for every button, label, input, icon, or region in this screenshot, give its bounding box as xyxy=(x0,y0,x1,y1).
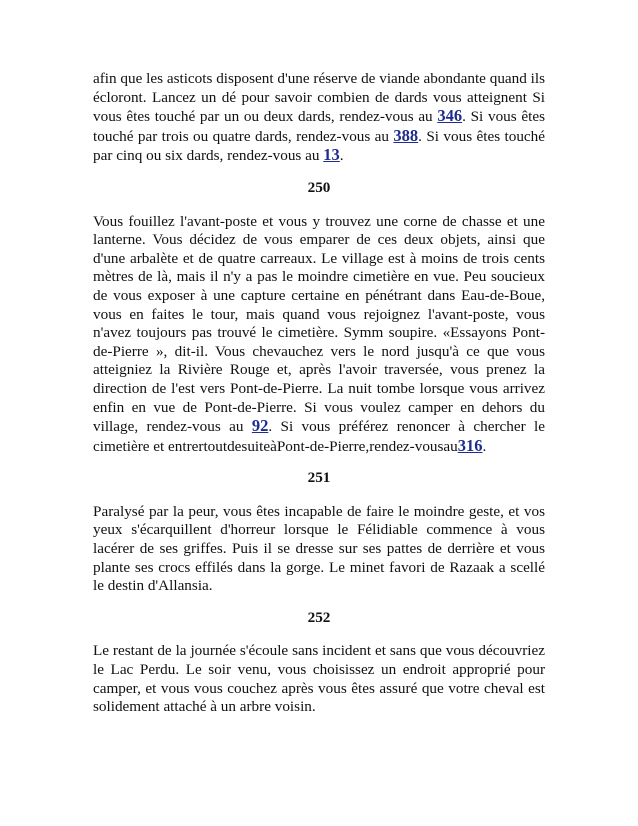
reference-link-316[interactable]: 316 xyxy=(457,435,483,455)
reference-link-346[interactable]: 346 xyxy=(437,106,463,126)
section-250-paragraph xyxy=(93,213,545,457)
paragraph-text: afin que les asticots disposent d'une réserve de viande abondante quand ils écloront. Lancez un dé pour savoir combien de dards vous atteignent Si vous êtes touché par un ou deux dards, rendez-vous au xyxy=(93,70,545,126)
paragraph-text: . xyxy=(339,147,344,165)
paragraph-text: . Si vous préférez renoncer à chercher le cimetière et entrertoutdesuiteàPont-de-Pierre,rendez-vousau xyxy=(93,418,545,455)
paragraph-text: . Si vous êtes touché par cinq ou six dards, rendez-vous au xyxy=(93,127,545,165)
section-number-252: 252 xyxy=(307,608,331,626)
continuation-paragraph xyxy=(93,70,545,166)
paragraph-text: . Si vous êtes touché par trois ou quatre dards, rendez-vous au xyxy=(93,108,545,145)
section-number-251: 251 xyxy=(307,469,331,487)
section-number-250: 250 xyxy=(307,178,331,196)
paragraph-text: . xyxy=(482,437,487,455)
reference-link-13[interactable]: 13 xyxy=(323,145,340,165)
section-252-paragraph: Le restant de la journée s'écoule sans incident et sans que vous découvriez le Lac Perdu. Le soir venu, vous choisissez un endroit approprié pour camper, et vous vous couchez après vous êtes assuré que votre cheval est solidement attaché à un arbre voisin. xyxy=(93,642,545,716)
reference-link-92[interactable]: 92 xyxy=(251,416,269,436)
section-251-paragraph: Paralysé par la peur, vous êtes incapable de faire le moindre geste, et vos yeux s'écarquillent d'horreur lorsque le Félidiable commence à vous lacérer de ses griffes. Puis il se dresse sur ses pattes de derrière et vous plante ses crocs effilés dans la gorge. Le minet favori de Razaak a scellé le destin d'Allansia. xyxy=(93,502,545,595)
reference-link-388[interactable]: 388 xyxy=(393,125,419,145)
book-page xyxy=(93,70,545,717)
paragraph-text: Vous fouillez l'avant-poste et vous y trouvez une corne de chasse et une lanterne. Vous décidez de vous emparer de ces deux objets, ainsi que d'une arbalète et de quatre carreaux. Le village est à moins de trois cents mètres de là, mais il n'y a pas le moindre cimetière en vue. Peu soucieux de vous exposer à une capture certaine en pénétrant dans Eau-de-Boue, vous en faites le tour, mais quand vous rejoignez l'avant-poste, vous n'avez toujours pas trouvé le cimetière. Symm soupire. «Essayons Pont-de-Pierre », dit-il. Vous chevauchez vers le nord jusqu'à ce que vous atteigniez la Rivière Rouge et, après l'avoir traversée, vous prenez la direction de l'est vers Pont-de-Pierre. La nuit tombe lorsque vous arrivez enfin en vue de Pont-de-Pierre. Si vous voulez camper en dehors du village, rendez-vous au xyxy=(93,212,545,436)
